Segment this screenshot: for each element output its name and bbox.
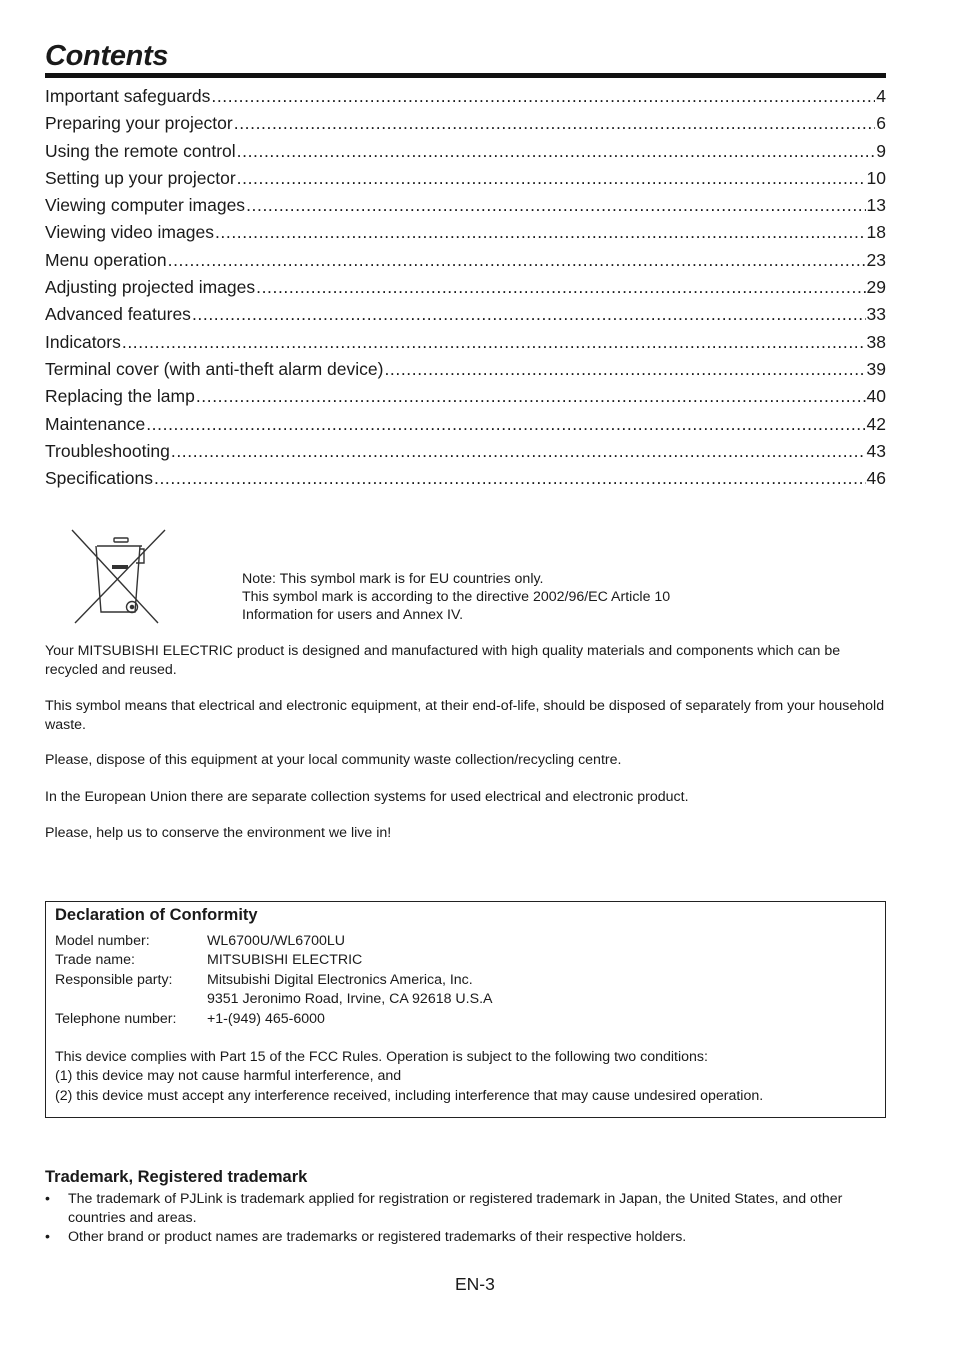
toc-entry-page: 40: [866, 386, 886, 407]
declaration-heading: Declaration of Conformity: [55, 906, 258, 924]
toc-entry-page: 23: [866, 249, 886, 270]
trademark-heading: Trademark, Registered trademark: [45, 1168, 308, 1186]
toc-entry-page: 43: [866, 440, 886, 461]
declaration-row: [55, 932, 493, 951]
toc-leader-dots: [146, 414, 865, 435]
compliance-line: This device complies with Part 15 of the FCC Rules. Operation is subject to the following two conditions:: [55, 1049, 708, 1065]
trademark-list: [45, 1190, 887, 1247]
toc-leader-dots: [192, 304, 866, 325]
toc-entry-page: 10: [866, 167, 886, 188]
declaration-value: WL6700U/WL6700LU: [207, 933, 346, 949]
eu-note-line: Note: This symbol mark is for EU countries only.: [242, 571, 544, 587]
title-rule: [45, 73, 886, 78]
trademark-item-text: The trademark of PJLink is trademark applied for registration or registered trademark in Japan, the United States, and other countries and areas.: [68, 1191, 843, 1226]
eu-paragraph: Please, dispose of this equipment at your local community waste collection/recycling centre.: [45, 752, 622, 768]
toc-entry[interactable]: [45, 168, 886, 195]
toc-leader-dots: [154, 468, 866, 489]
toc-entry[interactable]: [45, 195, 886, 222]
toc-leader-dots: [246, 195, 865, 216]
toc-entry-title: Important safeguards: [45, 86, 211, 106]
toc-leader-dots: [196, 386, 866, 407]
toc-entry-page: 13: [866, 195, 886, 216]
declaration-label: Responsible party:: [55, 971, 173, 988]
list-item: [45, 1190, 887, 1228]
toc-entry[interactable]: [45, 141, 886, 168]
eu-note-line: Information for users and Annex IV.: [242, 607, 464, 623]
toc-entry-title: Terminal cover (with anti-theft alarm device): [45, 358, 384, 379]
toc-entry[interactable]: [45, 304, 886, 331]
toc-entry-title: Indicators: [45, 331, 121, 352]
eu-paragraph: In the European Union there are separate collection systems for used electrical and electronic product.: [45, 789, 689, 805]
toc-entry-title: Setting up your projector: [45, 167, 236, 188]
toc-leader-dots: [234, 113, 876, 134]
declaration-row: [55, 1010, 493, 1029]
toc-entry[interactable]: [45, 359, 886, 386]
declaration-label: Telephone number:: [55, 1010, 177, 1027]
toc-entry-page: 39: [866, 358, 886, 379]
compliance-line: (2) this device must accept any interference received, including interference that may cause undesired operation.: [55, 1087, 764, 1104]
toc-entry-title: Maintenance: [45, 413, 146, 434]
toc-entry[interactable]: [45, 222, 886, 249]
toc-entry-page: 4: [876, 86, 886, 106]
toc-entry-title: Adjusting projected images: [45, 277, 256, 298]
declaration-label: Model number:: [55, 933, 150, 949]
toc-entry-title: Menu operation: [45, 249, 167, 270]
compliance-line: (1) this device may not cause harmful interference, and: [55, 1068, 402, 1085]
toc-entry[interactable]: [45, 86, 886, 113]
toc-leader-dots: [168, 250, 866, 271]
toc-entry-title: Preparing your projector: [45, 113, 233, 134]
toc-leader-dots: [122, 332, 866, 353]
declaration-of-conformity-box: [45, 901, 886, 1118]
page-number: EN-3: [455, 1274, 495, 1294]
declaration-row: [55, 951, 493, 970]
toc-leader-dots: [211, 86, 875, 107]
toc-entry-page: 33: [866, 304, 886, 325]
bullet-icon: •: [45, 1229, 50, 1245]
declaration-value: Mitsubishi Digital Electronics America, Inc.: [207, 971, 473, 988]
toc-leader-dots: [237, 168, 866, 189]
toc-entry[interactable]: [45, 386, 886, 413]
toc-entry[interactable]: [45, 332, 886, 359]
toc-entry[interactable]: [45, 441, 886, 468]
toc-entry-title: Replacing the lamp: [45, 386, 195, 407]
declaration-label: [55, 990, 207, 1009]
declaration-value: +1-(949) 465-6000: [207, 1010, 325, 1027]
toc-entry-title: Viewing computer images: [45, 195, 246, 216]
page-title: Contents: [45, 40, 169, 72]
table-of-contents: [45, 86, 886, 495]
toc-entry-title: Specifications: [45, 468, 153, 489]
declaration-label: Trade name:: [55, 952, 135, 969]
declaration-value: 9351 Jeronimo Road, Irvine, CA 92618 U.S.A: [207, 991, 493, 1008]
toc-entry-page: 18: [866, 222, 886, 243]
toc-leader-dots: [215, 222, 866, 243]
declaration-row: [55, 990, 493, 1009]
declaration-details: [55, 932, 493, 1029]
eu-note: [242, 570, 670, 624]
toc-entry-title: Advanced features: [45, 304, 191, 325]
toc-leader-dots: [237, 141, 876, 162]
toc-entry[interactable]: [45, 277, 886, 304]
toc-entry-page: 29: [866, 277, 886, 298]
fcc-compliance-text: [55, 1048, 763, 1106]
toc-entry-page: 38: [866, 331, 886, 352]
toc-entry-page: 46: [866, 468, 886, 489]
eu-paragraph: Please, help us to conserve the environment we live in!: [45, 825, 392, 841]
toc-entry-page: 42: [866, 413, 886, 434]
toc-leader-dots: [384, 359, 865, 380]
eu-paragraph: This symbol means that electrical and electronic equipment, at their end-of-life, should be disposed of separately from your household waste.: [45, 698, 885, 733]
toc-entry-title: Using the remote control: [45, 140, 236, 161]
toc-leader-dots: [256, 277, 865, 298]
trademark-item-text: Other brand or product names are trademarks or registered trademarks of their respective holders.: [68, 1229, 687, 1245]
toc-entry-title: Troubleshooting: [45, 440, 170, 461]
declaration-value: MITSUBISHI ELECTRIC: [207, 952, 363, 969]
eu-paragraph: Your MITSUBISHI ELECTRIC product is designed and manufactured with high quality materials and components which can be recycled and reused.: [45, 643, 841, 678]
toc-entry-title: Viewing video images: [45, 222, 214, 243]
crossed-out-wheelie-bin-icon: [70, 527, 168, 627]
bullet-icon: •: [45, 1191, 50, 1207]
toc-entry-page: 9: [876, 140, 886, 161]
toc-entry[interactable]: [45, 468, 886, 495]
toc-entry[interactable]: [45, 113, 886, 140]
toc-entry-page: 6: [876, 113, 886, 134]
list-item: [45, 1228, 887, 1247]
toc-leader-dots: [171, 441, 866, 462]
toc-entry[interactable]: [45, 414, 886, 441]
eu-note-line: This symbol mark is according to the directive 2002/96/EC Article 10: [242, 589, 671, 605]
declaration-row: [55, 971, 493, 990]
toc-entry[interactable]: [45, 250, 886, 277]
